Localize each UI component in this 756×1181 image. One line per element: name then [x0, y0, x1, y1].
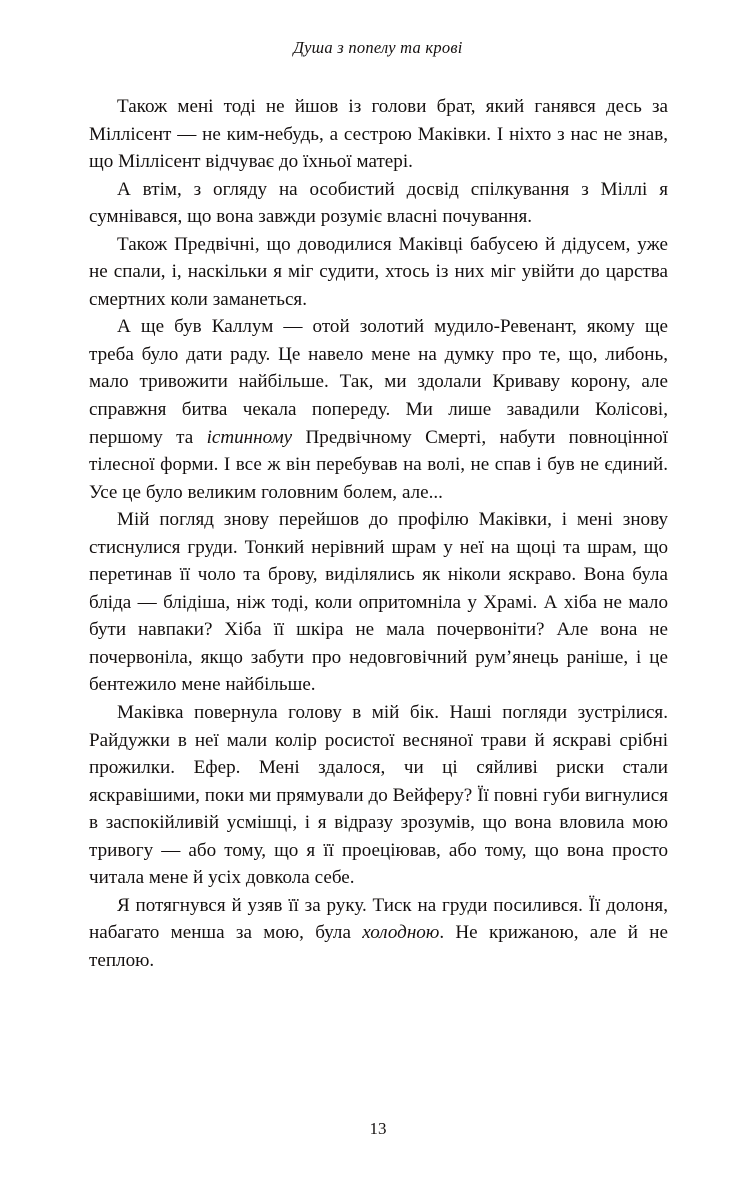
running-head: Душа з попелу та крові	[293, 38, 463, 57]
emphasized-text: холодною	[362, 922, 440, 944]
paragraph: Також мені тоді не йшов із голови брат, який ганявся десь за Міллісент — не ким-небудь, а сестрою Маківки. І ніхто з нас не знав, що Міллісент відчуває до їхньої матері.	[89, 96, 668, 173]
emphasized-text: істинному	[206, 426, 293, 448]
page-number: 13	[369, 1119, 387, 1138]
paragraph: А ще був Каллум — отой золотий мудило-Ревенант, якому ще треба було дати раду. Це навело мене на думку про те, що, либонь, мало тривожити найбільше. Так, ми здолали Криваву корону, але справжня битва чекала попереду. Ми лише завадили Колісові, першому та істинному Предвічному Смерті, набути повноцінної тілесної форми. І все ж він перебував на волі, не спав і був не єдиний. Усе це було великим головним болем, але...	[89, 316, 668, 503]
paragraph: Маківка повернула голову в мій бік. Наші погляди зустрілися. Райдужки в неї мали колір росистої весняної трави й яскраві срібні прожилки. Ефер. Мені здалося, чи ці сяйливі риски стали яскравішими, поки ми прямували до Вейферу? Її повні губи вигнулися в заспокійливій усмішці, і я відразу зрозумів, що вона вловила мою тривогу — або тому, що я її проеціював, або тому, що вона просто читала мене й усіх довкола себе.	[89, 702, 668, 889]
body-text-block	[89, 93, 668, 975]
paragraph: А втім, з огляду на особистий досвід спілкування з Міллі я сумнівався, що вона завжди розуміє власні почування.	[89, 178, 668, 228]
paragraph: Мій погляд знову перейшов до профілю Маківки, і мені знову стиснулися груди. Тонкий нерівний шрам у неї на щоці та шрам, що перетинав її чоло та брову, виділялись як ніколи яскраво. Вона була бліда — блідіша, ніж тоді, коли опритомніла у Храмі. А хіба не мало бути навпаки? Хіба її шкіра не мала почервоніти? Але вона не почервоніла, якщо забути про недовговічний рум’янець раніше, і це бентежило мене найбільше.	[89, 509, 668, 696]
paragraph: Також Предвічні, що доводилися Маківці бабусею й дідусем, уже не спали, і, наскільки я міг судити, хтось із них міг увійти до царства смертних коли заманеться.	[89, 233, 668, 310]
paragraph: Я потягнувся й узяв її за руку. Тиск на груди посилився. Її долоня, набагато менша за мою, була холодною. Не крижаною, але й не теплою.	[89, 894, 668, 971]
